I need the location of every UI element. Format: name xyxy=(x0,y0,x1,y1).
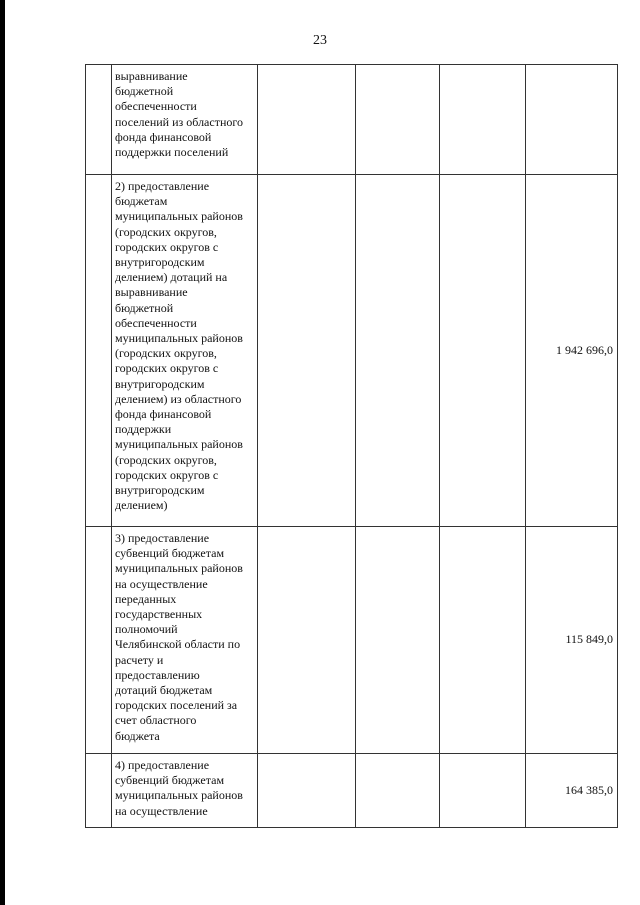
number-cell xyxy=(86,65,112,175)
description-cell: 3) предоставление субвенций бюджетам муниципальных районов на осуществление переданных государственных полномочий Челябинской области по расчету и предоставлению дотаций бюджетам городских поселений за счет областного бюджета xyxy=(112,527,258,754)
empty-cell xyxy=(258,527,356,754)
table-row xyxy=(86,65,618,175)
empty-cell xyxy=(258,754,356,828)
empty-cell xyxy=(356,527,440,754)
page-number: 23 xyxy=(313,33,327,48)
empty-cell xyxy=(356,175,440,527)
empty-cell xyxy=(440,527,526,754)
empty-cell xyxy=(258,175,356,527)
scan-edge-bar xyxy=(0,0,5,905)
budget-table xyxy=(85,64,618,828)
empty-cell xyxy=(258,65,356,175)
table-row xyxy=(86,527,618,754)
amount-cell: 1 942 696,0 xyxy=(526,175,618,527)
number-cell xyxy=(86,527,112,754)
number-cell xyxy=(86,175,112,527)
empty-cell xyxy=(440,65,526,175)
amount-cell xyxy=(526,65,618,175)
amount-cell: 164 385,0 xyxy=(526,754,618,828)
empty-cell xyxy=(440,175,526,527)
description-cell: 2) предоставление бюджетам муниципальных районов (городских округов, городских округов с внутригородским делением) дотаций на выравнивание бюджетной обеспеченности муниципальных районов (городских округов, городских округов с внутригородским делением) из областного фонда финансовой поддержки муниципальных районов (городских округов, городских округов с внутригородским делением) xyxy=(112,175,258,527)
description-cell: выравнивание бюджетной обеспеченности поселений из областного фонда финансовой поддержки поселений xyxy=(112,65,258,175)
table-row xyxy=(86,175,618,527)
amount-cell: 115 849,0 xyxy=(526,527,618,754)
description-cell: 4) предоставление субвенций бюджетам муниципальных районов на осуществление xyxy=(112,754,258,828)
table-row xyxy=(86,754,618,828)
number-cell xyxy=(86,754,112,828)
empty-cell xyxy=(440,754,526,828)
empty-cell xyxy=(356,65,440,175)
empty-cell xyxy=(356,754,440,828)
